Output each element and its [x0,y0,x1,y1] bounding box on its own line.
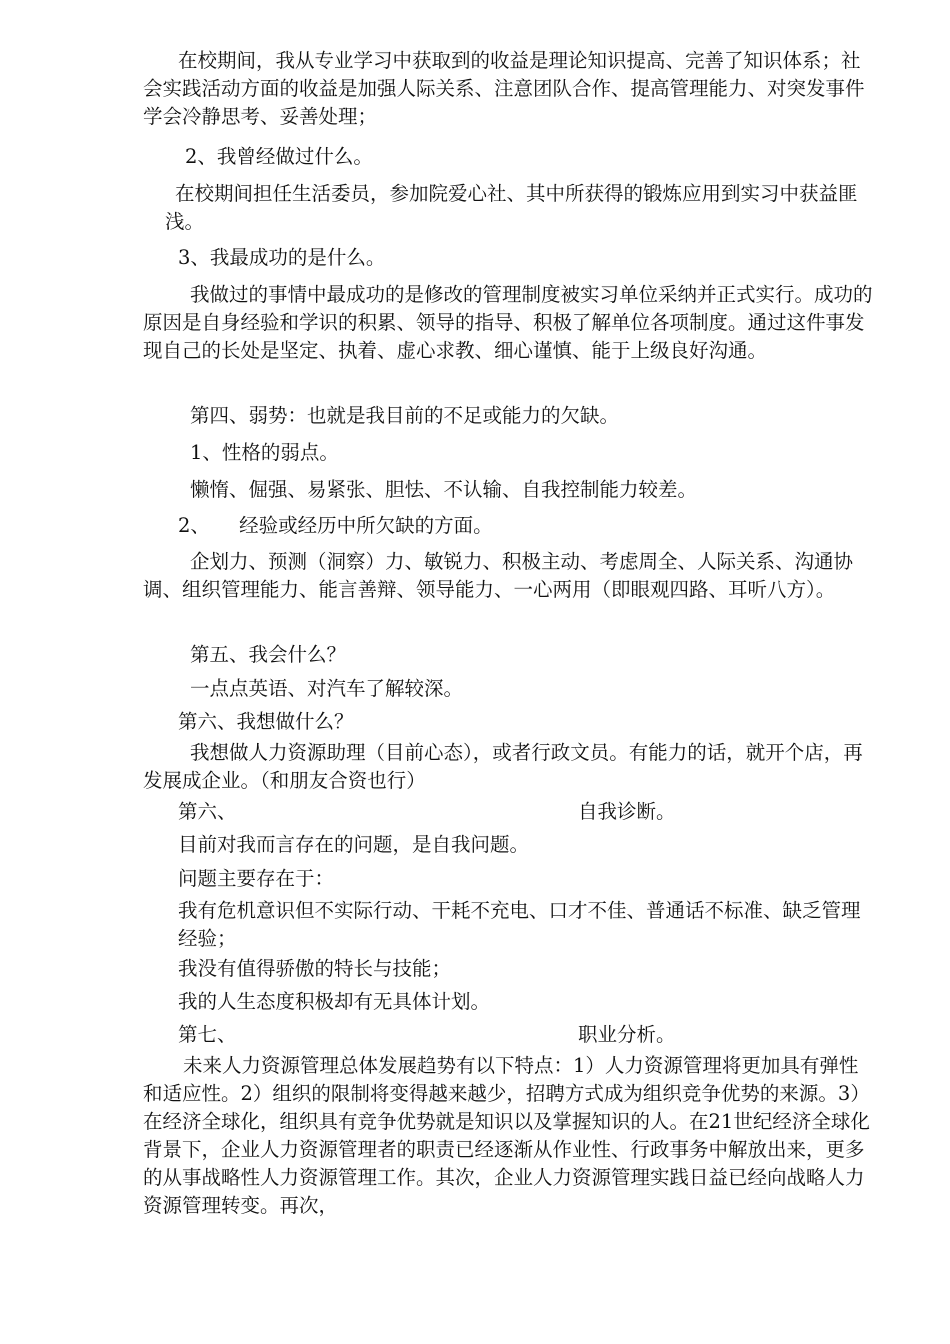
heading-what-i-did: 2、我曾经做过什么。 [185,145,373,168]
heading-most-successful: 3、我最成功的是什么。 [178,246,386,269]
paragraph-career-analysis: 未来人力资源管理总体发展趋势有以下特点：1）人力资源管理将更加具有弹性和适应性。2）组织的限制将变得越来越少，招聘方式成为组织竞争优势的来源。3）在经济全球化，组织具有竞争优势就是知识以及掌握知识的人。在21世纪经济全球化背景下，企业人力资源管理者的职责已经逐渐从作业性、行政事务中解放出来，更多的从事战略性人力资源管理工作。其次，企业人力资源管理实践日益已经向战略人力资源管理转变。再次， [143,1054,870,1217]
paragraph-most-successful: 我做过的事情中最成功的是修改的管理制度被实习单位采纳并正式实行。成功的原因是自身经验和学识的积累、领导的指导、积极了解单位各项制度。通过这件事发现自己的长处是坚定、执着、虚心求教、细心谨慎、能于上级良好沟通。 [143,283,873,362]
paragraph-what-i-can-do: 一点点英语、对汽车了解较深。 [190,677,464,700]
heading-what-i-want: 第六、我想做什么？ [178,710,354,733]
heading-weakness: 第四、弱势：也就是我目前的不足或能力的欠缺。 [190,404,620,427]
heading-career-analysis-title: 职业分析。 [578,1023,676,1046]
heading-self-diagnosis [178,798,908,826]
heading-career-analysis [178,1021,908,1049]
heading-self-diagnosis-number: 第六、 [178,800,237,823]
paragraph-problem-2: 我没有值得骄傲的特长与技能； [178,957,452,980]
paragraph-personality-weakness: 懒惰、倔强、易紧张、胆怯、不认输、自我控制能力较差。 [190,478,698,501]
heading-experience-lacking: 2、 经验或经历中所欠缺的方面。 [178,514,493,537]
paragraph-problem-3: 我的人生态度积极却有无具体计划。 [178,990,491,1013]
heading-personality-weakness: 1、性格的弱点。 [190,441,339,464]
paragraph-current-problem: 目前对我而言存在的问题，是自我问题。 [178,833,530,856]
heading-self-diagnosis-title: 自我诊断。 [578,800,676,823]
paragraph-what-i-want: 我想做人力资源助理（目前心态），或者行政文员。有能力的话，就开个店，再发展成企业。（和朋友合资也行） [143,741,863,792]
paragraph-experience-lacking: 企划力、预测（洞察）力、敏锐力、积极主动、考虑周全、人际关系、沟通协调、组织管理能力、能言善辩、领导能力、一心两用（即眼观四路、耳听八方）。 [143,550,854,601]
heading-career-analysis-number: 第七、 [178,1023,237,1046]
paragraph-what-i-did: 在校期间担任生活委员，参加院爱心社、其中所获得的锻炼应用到实习中获益匪浅。 [165,182,858,233]
paragraph-problem-1: 我有危机意识但不实际行动、干耗不充电、口才不佳、普通话不标准、缺乏管理经验； [178,899,861,950]
heading-what-i-can-do: 第五、我会什么？ [190,643,347,666]
paragraph-problem-intro: 问题主要存在于： [178,867,335,890]
paragraph-study-gains: 在校期间，我从专业学习中获取到的收益是理论知识提高、完善了知识体系；社会实践活动方面的收益是加强人际关系、注意团队合作、提高管理能力、对突发事件学会冷静思考、妥善处理； [143,49,865,128]
